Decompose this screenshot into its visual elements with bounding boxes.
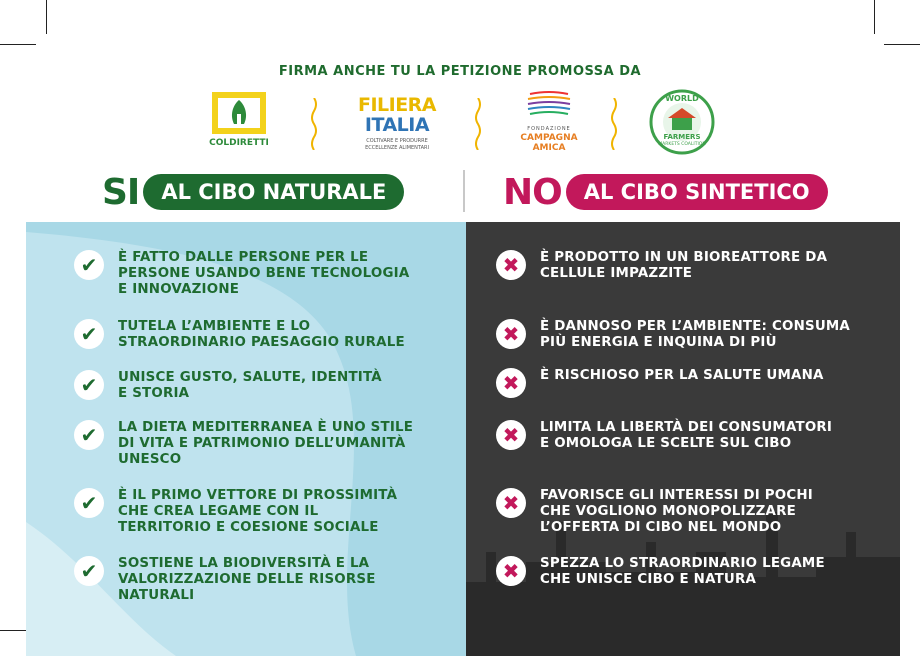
crop-mark — [874, 0, 875, 34]
contra-item: ✖ FAVORISCE GLI INTERESSI DI POCHI CHE VOGLIONO MONOPOLIZZARE L’OFFERTA DI CIBO NEL MONDO — [496, 488, 880, 536]
logo-row — [0, 88, 920, 160]
coldiretti-text: COLDIRETTI — [209, 138, 269, 148]
campagna-amica-emblem-icon — [516, 88, 582, 124]
check-icon: ✔ — [74, 370, 104, 400]
world-text: WORLD — [665, 94, 699, 103]
pro-item: ✔ È FATTO DALLE PERSONE PER LE PERSONE USANDO BENE TECNOLOGIA E INNOVAZIONE — [74, 250, 458, 298]
check-icon: ✔ — [74, 488, 104, 518]
filiera-italia-logo — [350, 88, 444, 160]
amica-text: AMICA — [532, 143, 566, 153]
no-pill: AL CIBO SINTETICO — [566, 174, 828, 210]
crop-mark — [0, 44, 36, 45]
check-icon: ✔ — [74, 420, 104, 450]
cross-icon: ✖ — [496, 250, 526, 280]
pro-panel — [26, 222, 466, 656]
cross-icon: ✖ — [496, 319, 526, 349]
check-icon: ✔ — [74, 319, 104, 349]
crop-mark — [884, 44, 920, 45]
contra-item: ✖ LIMITA LA LIBERTÀ DEI CONSUMATORI E OMOLOGA LE SCELTE SUL CIBO — [496, 420, 880, 452]
filiera-tagline-2: ECCELLENZE ALIMENTARI — [365, 145, 429, 151]
crop-mark — [46, 0, 47, 34]
logo-separator — [610, 98, 618, 150]
pro-item: ✔ È IL PRIMO VETTORE DI PROSSIMITÀ CHE CREA LEGAME CON IL TERRITORIO E COESIONE SOCIALE — [74, 488, 458, 536]
cross-icon: ✖ — [496, 368, 526, 398]
coldiretti-emblem-icon — [208, 88, 270, 160]
pro-item: ✔ LA DIETA MEDITERRANEA È UNO STILE DI VITA E PATRIMONIO DELL’UMANITÀ UNESCO — [74, 420, 458, 468]
markets-coalition-text: MARKETS COALITION — [658, 142, 706, 147]
pro-item: ✔ UNISCE GUSTO, SALUTE, IDENTITÀ E STORIA — [74, 370, 458, 402]
coldiretti-logo — [208, 88, 270, 160]
contra-panel — [466, 222, 900, 656]
contra-item: ✖ È DANNOSO PER L’AMBIENTE: CONSUMA PIÙ ENERGIA E INQUINA DI PIÙ — [496, 319, 880, 351]
pro-item: ✔ TUTELA L’AMBIENTE E LO STRAORDINARIO PAESAGGIO RURALE — [74, 319, 458, 351]
cross-icon: ✖ — [496, 420, 526, 450]
contra-item: ✖ SPEZZA LO STRAORDINARIO LEGAME CHE UNISCE CIBO E NATURA — [496, 556, 880, 588]
si-word: SI — [102, 171, 140, 213]
filiera-text: FILIERA — [357, 94, 437, 116]
cross-icon: ✖ — [496, 488, 526, 518]
pro-item: ✔ SOSTIENE LA BIODIVERSITÀ E LA VALORIZZAZIONE DELLE RISORSE NATURALI — [74, 556, 458, 604]
no-word: NO — [503, 171, 562, 213]
campagna-fondazione-text: FONDAZIONE — [527, 126, 571, 132]
contra-item: ✖ È RISCHIOSO PER LA SALUTE UMANA — [496, 368, 880, 398]
petition-title: FIRMA ANCHE TU LA PETIZIONE PROMOSSA DA — [278, 64, 642, 79]
si-headline — [102, 172, 404, 212]
cross-icon: ✖ — [496, 556, 526, 586]
headline-divider — [463, 170, 465, 212]
logo-separator — [310, 98, 318, 150]
si-pill: AL CIBO NATURALE — [143, 174, 404, 210]
campagna-text: CAMPAGNA — [520, 133, 578, 143]
filiera-tagline-1: COLTIVARE E PRODURRE — [366, 138, 428, 144]
world-farmers-logo — [648, 88, 716, 160]
farmers-text: FARMERS — [663, 133, 701, 141]
no-headline — [503, 172, 828, 212]
logo-separator — [474, 98, 482, 150]
check-icon: ✔ — [74, 556, 104, 586]
italia-text: ITALIA — [364, 114, 430, 136]
campagna-amica-logo — [516, 88, 582, 160]
contra-item: ✖ È PRODOTTO IN UN BIOREATTORE DA CELLULE IMPAZZITE — [496, 250, 880, 282]
check-icon: ✔ — [74, 250, 104, 280]
